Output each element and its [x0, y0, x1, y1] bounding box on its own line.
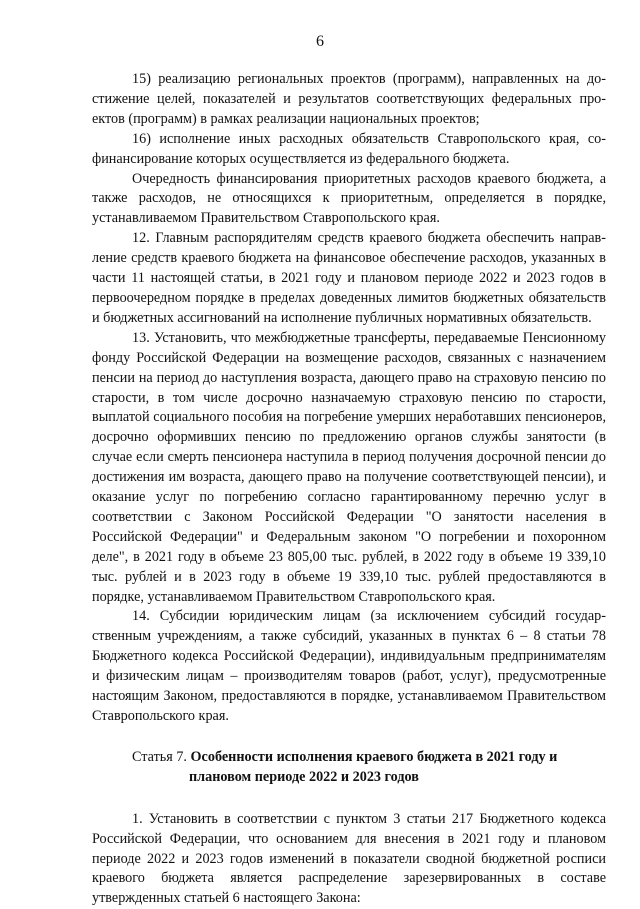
paragraph-13: 13. Установить, что межбюджетные трансферты, передаваемые Пенсионному фонду Российской Федерации на возмещение расходов, связанных с назначением пенсии на период до наступления возраста, дающего право на страховую пенсию по старости, в том числе досрочно назначаемую страховую пенсию по старости, выплатой социального пособия на погребение умерших неработавших пенсионеров, досрочно оформивших пенсию по предложению органов службы занятости (в случае если смерть пенсионера наступила в период получения досрочной пенсии до достижения им возраста, дающего право на получение соответствующей пенсии), и оказание услуг по погребению согласно гарантированному перечню услуг в соответствии с Законом Российской Федерации "О занятости населения в Российской Федерации" и Федеральным законом "О погребении и похоронном деле", в 2021 году в объеме 23 805,00 тыс. рублей, в 2022 году в объеме 19 339,10 тыс. рублей и в 2023 году в объеме 19 339,10 тыс. рублей предоставляются в порядке, устанавливаемом Правительством Ставропольского края. — [92, 329, 606, 605]
article-number: Статья 7. — [132, 748, 187, 765]
article-title-line2: плановом периоде 2022 и 2023 годов — [189, 768, 419, 785]
page-number: 6 — [316, 33, 324, 50]
paragraph-15: 15) реализацию региональных проектов (программ), направленных на достижение целей, показателей и результатов соответствующих федеральных проектов (программ) в рамках реализации национальных проектов; — [92, 71, 606, 127]
article-title-line1: Особенности исполнения краевого бюджета в 2021 году и — [190, 748, 558, 765]
paragraph-16: 16) исполнение иных расходных обязательств Ставропольского края, софинансирование которых осуществляется из федерального бюджета. — [92, 130, 606, 167]
document-body — [92, 70, 606, 909]
article-heading — [92, 748, 606, 788]
paragraph-12: 12. Главным распорядителям средств краевого бюджета обеспечить направление средств краевого бюджета на финансовое обеспечение расходов, указанных в части 11 настоящей статьи, в 2021 году и плановом периоде 2022 и 2023 годов в первоочередном порядке в пределах доведенных лимитов бюджетных обязательств и бюджетных ассигнований на исполнение публичных нормативных обязательств. — [92, 230, 606, 326]
paragraph-priority-order: Очередность финансирования приоритетных расходов краевого бюджета, а также расходов, не относящихся к приоритетным, определяется в порядке, устанавливаемом Правительством Ставропольского края. — [92, 170, 606, 227]
article-7-paragraph-1: 1. Установить в соответствии с пунктом 3 статьи 217 Бюджетного кодекса Российской Федерации, что основанием для внесения в 2021 году и плановом периоде 2022 и 2023 годов изменений в показатели сводной бюджетной росписи краевого бюджета является распределение зарезервированных в составе утвержденных статьей 6 настоящего Закона: — [92, 810, 606, 907]
paragraph-14: 14. Субсидии юридическим лицам (за исключением субсидий государственным учреждениям, а также субсидий, указанных в пунктах 6 – 8 статьи 78 Бюджетного кодекса Российской Федерации), индивидуальным предпринимателям и физическим лицам – производителям товаров (работ, услуг), предусмотренные настоящим Законом, предоставляются в порядке, устанавливаемом Правительством Ставропольского края. — [92, 608, 606, 724]
